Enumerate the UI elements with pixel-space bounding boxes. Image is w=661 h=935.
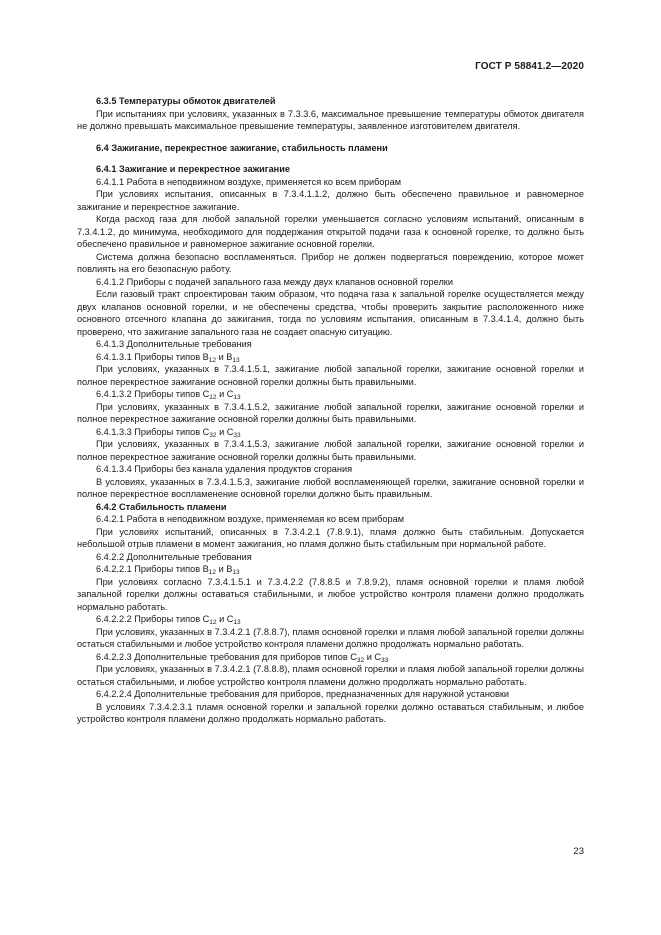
paragraph: При условиях испытания, описанных в 7.3.4.1.1.2, должно быть обеспечено правильное и равномерное зажигание и перекрестное зажигание.	[77, 189, 584, 212]
title-text: и C	[364, 651, 382, 662]
paragraph: В условиях 7.3.4.2.3.1 пламя основной горелки и запальной горелки должно оставаться стабильным, и любое устройство контроля пламени должно продолжать нормально работать.	[77, 701, 584, 724]
section-heading: 6.4 Зажигание, перекрестное зажигание, стабильность пламени	[96, 142, 388, 153]
subsection-title: 6.4.1.1 Работа в неподвижном воздухе, применяется ко всем приборам	[96, 176, 402, 187]
subscript: 12	[208, 569, 217, 576]
subsection-title	[77, 563, 584, 576]
title-text: 6.4.2.2.1 Приборы типов B	[96, 564, 209, 574]
subsection-title: 6.4.1.3 Дополнительные требования	[96, 339, 252, 349]
title-text: и B	[216, 351, 233, 362]
subsection-title	[77, 388, 584, 401]
subsection-title	[77, 426, 584, 439]
paragraph: При условиях согласно 7.3.4.1.5.1 и 7.3.4.2.2 (7.8.8.5 и 7.8.9.2), пламя основной горелки и пламя любой запальной горелки должны оставаться стабильными, и любое устройство контроля пламени должно продолжать нормально работать.	[77, 576, 584, 612]
title-text: и B	[216, 564, 233, 574]
title-text: 6.4.1.3.3 Приборы типов C	[96, 426, 210, 437]
paragraph: При условиях, указанных в 7.3.4.1.5.2, зажигание любой запальной горелки, зажигание основной горелки и полное перекрестное зажигание основной горелки должны быть правильными.	[77, 401, 584, 424]
paragraph: При условиях, указанных в 7.3.4.1.5.1, зажигание любой запальной горелки, зажигание основной горелки и полное перекрестное зажигание основной горелки должны быть правильными.	[77, 364, 584, 387]
title-text: и C	[216, 389, 234, 399]
subscript: 13	[233, 394, 241, 401]
title-text: и C	[216, 614, 234, 624]
paragraph: При условиях испытаний, описанных в 7.3.4.2.1 (7.8.9.1), пламя должно быть стабильным. Допускается небольшой отрыв пламени в момент зажигания, но пламя должно быть стабильным при нормальной работе.	[77, 526, 584, 549]
subsection-title: 6.4.1.2 Приборы с подачей запального газа между двух клапанов основной горелки	[96, 276, 453, 287]
subscript: 13	[233, 619, 241, 626]
paragraph: В условиях, указанных в 7.3.4.1.5.3, зажигание любой воспламеняющей горелки, зажигание основной горелки и полное перекрестное воспламенение основной горелки должно быть правильным.	[77, 476, 584, 499]
title-text: 6.4.2.2.2 Приборы типов C	[96, 614, 210, 624]
document-body	[77, 95, 584, 726]
title-text: 6.4.2.2.3 Дополнительные требования для приборов типов C	[96, 651, 357, 662]
title-text: и C	[216, 426, 234, 437]
subsection-title	[77, 351, 584, 364]
subscript: 33	[233, 431, 241, 439]
paragraph: Система должна безопасно воспламеняться. Прибор не должен подвергаться повреждению, которое может повлиять на его безопасную работу.	[77, 251, 584, 274]
paragraph: При условиях, указанных в 7.3.4.1.5.3, зажигание любой запальной горелки, зажигание основной горелки и полное перекрестное зажигание основной горелки должны быть правильными.	[77, 439, 584, 462]
paragraph: При условиях, указанных в 7.3.4.2.1 (7.8.8.8), пламя основной горелки и пламя любой запальной горелки должны остаться стабильными, и любое устройство контроля пламени должно продолжать нормально работать.	[77, 664, 584, 687]
paragraph: Когда расход газа для любой запальной горелки уменьшается согласно условиям испытаний, описанным в 7.3.4.1.2, до минимума, необходимого для поддержания открытой подачи газа к основной горелке, то должно быть обеспечено правильное и равномерное зажигание основной горелки.	[77, 214, 584, 249]
subscript: 13	[232, 569, 240, 576]
section-heading: 6.4.1 Зажигание и перекрестное зажигание	[96, 164, 290, 174]
paragraph: При условиях, указанных в 7.3.4.2.1 (7.8.8.7), пламя основной горелки и пламя любой запальной горелки должны остаться стабильными и любое устройство контроля пламени должно продолжать нормально работать.	[77, 626, 584, 649]
subsection-title: 6.4.2.2.4 Дополнительные требования для приборов, предназначенных для наружной установки	[96, 689, 510, 699]
title-text: 6.4.1.3.2 Приборы типов C	[96, 389, 210, 399]
subscript: 13	[232, 356, 240, 364]
subscript: 33	[381, 656, 389, 664]
subsection-title: 6.4.2.2 Дополнительные требования	[96, 551, 252, 562]
subscript: 12	[208, 356, 217, 364]
title-text: 6.4.1.3.1 Приборы типов B	[96, 351, 209, 362]
subsection-title: 6.4.2.1 Работа в неподвижном воздухе, применяемая ко всем приборам	[96, 514, 405, 524]
subsection-title	[77, 613, 584, 626]
section-heading: 6.3.5 Температуры обмоток двигателей	[96, 96, 276, 106]
subscript: 32	[356, 656, 365, 664]
page-number: 23	[573, 846, 584, 857]
subsection-title: 6.4.1.3.4 Приборы без канала удаления продуктов сгорания	[96, 464, 353, 474]
subsection-title	[77, 651, 584, 664]
subscript: 12	[209, 394, 217, 401]
subscript: 12	[209, 619, 217, 626]
section-heading: 6.4.2 Стабильность пламени	[96, 501, 227, 512]
subscript: 32	[209, 431, 217, 439]
page-header: ГОСТ Р 58841.2—2020	[475, 61, 584, 72]
paragraph: Если газовый тракт спроектирован таким образом, что подача газа к запальной горелке осуществляется между двух клапанов основной горелки, и не обеспечены средства, чтобы проверить закрытие расположенного ниже основного отсечного клапана до зажигания, тогда по условиям испытания, описанным в 7.3.4.1.4, должно быть проверено, что зажигание запального газа не создает опасную ситуацию.	[77, 289, 584, 337]
paragraph: При испытаниях при условиях, указанных в 7.3.3.6, максимальное превышение температуры обмоток двигателя не должно превышать максимальное превышение температуры, заявленное изготовителем двигателя.	[77, 108, 584, 131]
